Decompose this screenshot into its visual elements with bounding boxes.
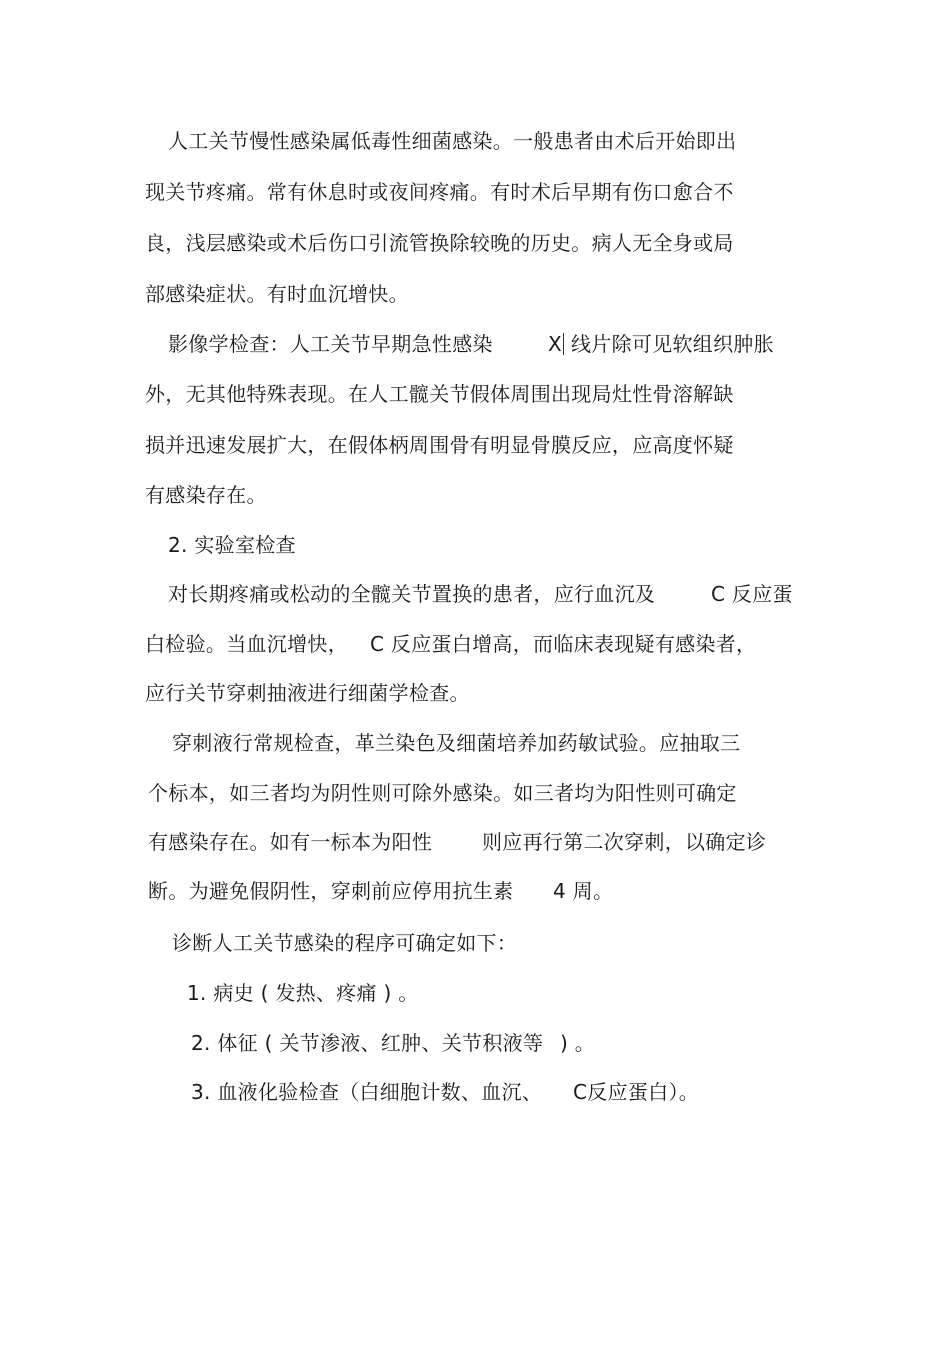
paragraph-1-line-3: 良，浅层感染或术后伤口引流管换除较晚的历史。病人无全身或局 [145,231,734,255]
paragraph-3-line-2a: 白检验。当血沉增快， [145,632,348,656]
list-item-3: 3. 血液化验检查（白细胞计数、血沉、 [191,1080,543,1104]
x-ray-letter: X [548,332,563,356]
paragraph-3-line-1b: C 反应蛋 [711,582,793,606]
paragraph-2-line-3: 损并迅速发展扩大，在假体柄周围骨有明显骨膜反应，应高度怀疑 [145,433,734,457]
paragraph-5-line-1: 诊断人工关节感染的程序可确定如下： [172,931,518,955]
text-cursor [563,333,564,355]
paragraph-3-line-2b: C 反应蛋白增高，而临床表现疑有感染者， [370,632,757,656]
paragraph-1-line-1: 人工关节慢性感染属低毒性细菌感染。一般患者由术后开始即出 [168,129,737,153]
paragraph-1-line-4: 部感染症状。有时血沉增快。 [145,282,409,306]
section-heading-lab-tests: 2. 实验室检查 [168,533,296,557]
paragraph-1-line-2: 现关节疼痛。常有休息时或夜间疼痛。有时术后早期有伤口愈合不 [145,180,734,204]
list-item-1: 1. 病史 ( 发热、疼痛 ) 。 [187,981,419,1005]
list-item-3-closing: C反应蛋白）。 [573,1080,700,1104]
paragraph-4-line-2: 个标本，如三者均为阴性则可除外感染。如三者均为阳性则可确定 [148,781,737,805]
paragraph-2-line-1c: 线片除可见软组织肿胀 [571,332,774,356]
paragraph-4-line-3a: 有感染存在。如有一标本为阳性 [148,830,433,854]
paragraph-4-line-4b: 4 周。 [553,879,614,903]
list-item-2: 2. 体征 ( 关节渗液、红肿、关节积液等 [191,1031,544,1055]
paragraph-2-line-4: 有感染存在。 [145,483,267,507]
paragraph-2-line-1b [548,331,565,357]
paragraph-4-line-1: 穿刺液行常规检查，革兰染色及细菌培养加药敏试验。应抽取三 [172,731,741,755]
paragraph-3-line-1a: 对长期疼痛或松动的全髋关节置换的患者，应行血沉及 [168,582,656,606]
paragraph-4-line-4a: 断。为避免假阴性，穿刺前应停用抗生素 [148,879,514,903]
paragraph-2-line-2: 外，无其他特殊表现。在人工髋关节假体周围出现局灶性骨溶解缺 [145,382,734,406]
paragraph-3-line-3: 应行关节穿刺抽液进行细菌学检查。 [145,681,470,705]
list-item-2-closing: ) 。 [560,1031,596,1055]
paragraph-4-line-3b: 则应再行第二次穿刺，以确定诊 [482,830,767,854]
paragraph-2-line-1a: 影像学检查：人工关节早期急性感染 [168,332,493,356]
